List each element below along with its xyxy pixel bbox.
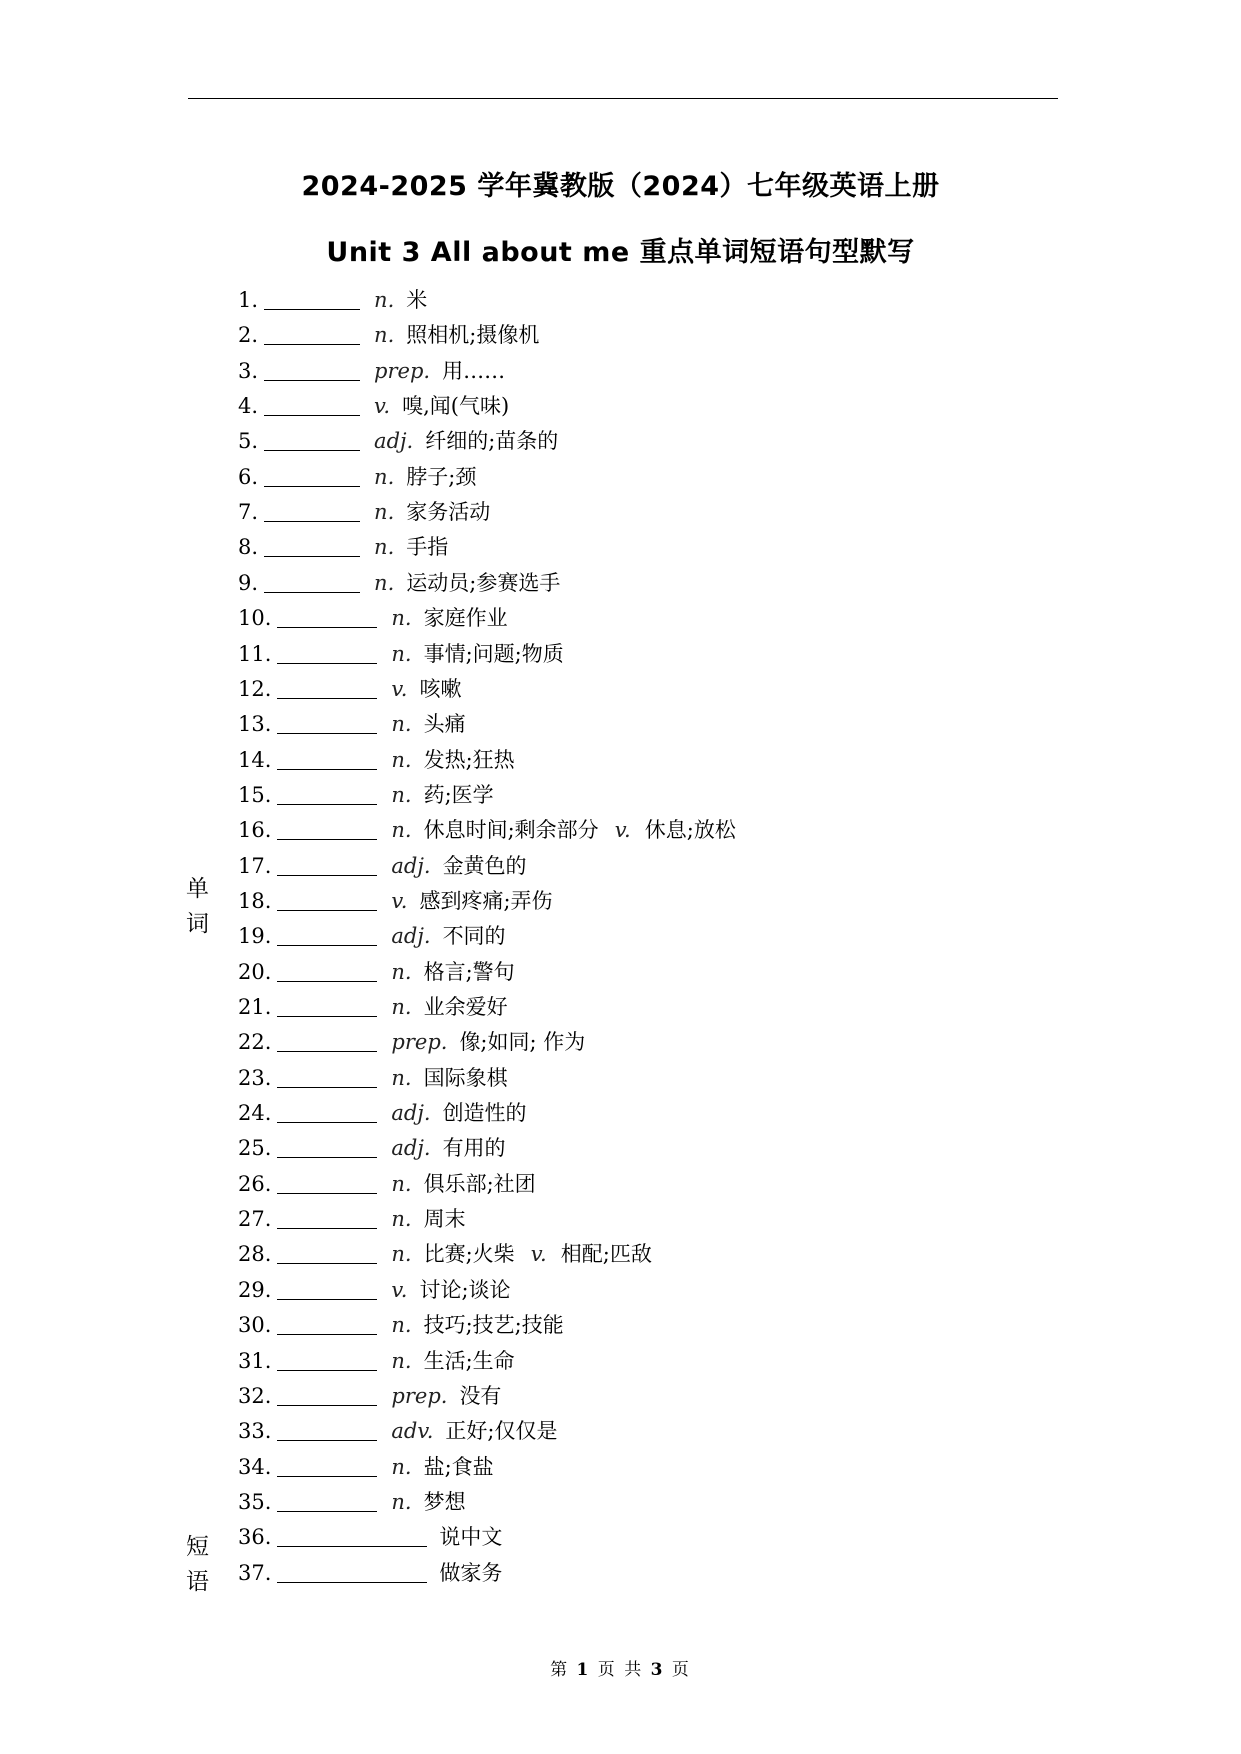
item-number: 20. bbox=[238, 959, 272, 984]
item-meaning: 头痛 bbox=[423, 712, 466, 737]
exercise-item bbox=[238, 1273, 511, 1307]
answer-blank[interactable] bbox=[264, 283, 360, 310]
answer-blank[interactable] bbox=[264, 495, 360, 522]
section-label-words bbox=[186, 872, 216, 942]
item-number: 5. bbox=[238, 429, 259, 454]
part-of-speech: n. bbox=[391, 782, 412, 807]
answer-blank[interactable] bbox=[264, 424, 360, 451]
item-meaning: 周末 bbox=[423, 1207, 466, 1232]
part-of-speech: n. bbox=[391, 995, 412, 1019]
section-label-char: 语 bbox=[186, 1569, 209, 1595]
part-of-speech: v. bbox=[391, 888, 408, 913]
item-number: 22. bbox=[238, 1030, 272, 1055]
exercise-item bbox=[238, 283, 427, 317]
part-of-speech: n. bbox=[391, 1489, 412, 1514]
item-number: 24. bbox=[238, 1101, 272, 1126]
item-meaning: 俱乐部;社团 bbox=[423, 1171, 536, 1196]
item-meaning: 有用的 bbox=[442, 1136, 506, 1161]
exercise-item bbox=[238, 601, 508, 635]
footer-middle: 页 共 bbox=[597, 1660, 644, 1680]
item-number: 32. bbox=[238, 1383, 272, 1408]
exercise-item bbox=[238, 1202, 466, 1236]
item-number: 8. bbox=[238, 535, 259, 560]
answer-blank[interactable] bbox=[264, 566, 360, 593]
item-number: 28. bbox=[238, 1242, 272, 1267]
item-number: 9. bbox=[238, 570, 259, 595]
section-label-char: 词 bbox=[186, 911, 209, 937]
item-meaning: 讨论;谈论 bbox=[419, 1277, 511, 1302]
item-number: 12. bbox=[238, 676, 272, 701]
item-number: 23. bbox=[238, 1065, 272, 1090]
part-of-speech: v. bbox=[391, 676, 408, 701]
answer-blank[interactable] bbox=[277, 1131, 377, 1158]
answer-blank[interactable] bbox=[264, 389, 360, 416]
answer-blank[interactable] bbox=[277, 672, 377, 699]
page-title: 2024-2025 学年冀教版（2024）七年级英语上册 bbox=[301, 171, 940, 202]
item-meaning: 药;医学 bbox=[423, 782, 494, 807]
part-of-speech: n. bbox=[374, 464, 395, 489]
part-of-speech-secondary: v. bbox=[530, 1242, 547, 1267]
part-of-speech: n. bbox=[391, 1065, 412, 1090]
part-of-speech: adv. bbox=[391, 1419, 434, 1444]
exercise-item bbox=[238, 495, 490, 529]
part-of-speech: prep. bbox=[391, 1383, 448, 1408]
part-of-speech: n. bbox=[391, 747, 412, 772]
exercise-item bbox=[238, 1556, 502, 1590]
exercise-item bbox=[238, 1167, 536, 1201]
part-of-speech: n. bbox=[391, 1207, 412, 1232]
item-meaning: 家务活动 bbox=[406, 500, 491, 525]
item-meaning: 用…… bbox=[442, 358, 506, 383]
part-of-speech: n. bbox=[374, 288, 395, 312]
answer-blank[interactable] bbox=[277, 707, 377, 734]
item-meaning: 生活;生命 bbox=[423, 1348, 515, 1373]
item-number: 18. bbox=[238, 888, 272, 913]
item-meaning: 格言;警句 bbox=[423, 959, 515, 984]
exercise-item bbox=[238, 1025, 585, 1059]
item-meaning: 不同的 bbox=[442, 924, 506, 949]
exercise-item bbox=[238, 884, 553, 918]
item-meaning: 国际象棋 bbox=[423, 1065, 508, 1090]
item-number: 14. bbox=[238, 747, 272, 772]
part-of-speech: n. bbox=[391, 818, 412, 843]
page-footer bbox=[0, 1655, 1241, 1680]
exercise-item bbox=[238, 637, 564, 671]
exercise-item bbox=[238, 813, 736, 847]
item-meaning: 脖子;颈 bbox=[406, 464, 477, 489]
item-number: 17. bbox=[238, 853, 272, 878]
part-of-speech: n. bbox=[391, 1454, 412, 1479]
part-of-speech: adj. bbox=[391, 853, 431, 878]
answer-blank[interactable] bbox=[264, 354, 360, 381]
answer-blank[interactable] bbox=[277, 1414, 377, 1441]
answer-blank[interactable] bbox=[277, 1167, 377, 1194]
exercise-item bbox=[238, 1308, 564, 1342]
part-of-speech: adj. bbox=[391, 924, 431, 949]
section-label-char: 短 bbox=[186, 1534, 209, 1560]
item-number: 27. bbox=[238, 1207, 272, 1232]
exercise-item bbox=[238, 672, 461, 706]
part-of-speech: n. bbox=[391, 641, 412, 666]
footer-prefix: 第 bbox=[550, 1660, 570, 1680]
answer-blank[interactable] bbox=[277, 1308, 377, 1335]
answer-blank[interactable] bbox=[277, 1061, 377, 1088]
item-meaning: 技巧;技艺;技能 bbox=[423, 1313, 564, 1338]
header-rule bbox=[188, 98, 1058, 99]
part-of-speech: prep. bbox=[374, 358, 431, 383]
answer-blank[interactable] bbox=[277, 884, 377, 911]
item-meaning-secondary: 休息;放松 bbox=[644, 818, 736, 843]
item-meaning: 感到疼痛;弄伤 bbox=[419, 888, 553, 913]
exercise-item bbox=[238, 1237, 652, 1271]
exercise-item bbox=[238, 1414, 558, 1448]
exercise-item bbox=[238, 1061, 508, 1095]
item-number: 3. bbox=[238, 358, 259, 383]
item-meaning: 休息时间;剩余部分 bbox=[423, 818, 599, 843]
item-meaning: 金黄色的 bbox=[442, 853, 527, 878]
item-number: 15. bbox=[238, 782, 272, 807]
item-meaning: 创造性的 bbox=[442, 1101, 527, 1126]
answer-blank[interactable] bbox=[277, 1379, 377, 1406]
part-of-speech: n. bbox=[391, 606, 412, 631]
item-number: 2. bbox=[238, 323, 259, 348]
exercise-item bbox=[238, 990, 508, 1024]
exercise-item bbox=[238, 707, 466, 741]
answer-blank[interactable] bbox=[277, 1485, 377, 1512]
exercise-item bbox=[238, 389, 509, 423]
part-of-speech: n. bbox=[391, 1313, 412, 1338]
item-meaning: 正好;仅仅是 bbox=[445, 1419, 558, 1444]
answer-blank[interactable] bbox=[277, 1025, 377, 1052]
answer-blank[interactable] bbox=[277, 1202, 377, 1229]
answer-blank[interactable] bbox=[264, 460, 360, 487]
answer-blank[interactable] bbox=[277, 1556, 427, 1583]
item-meaning: 照相机;摄像机 bbox=[406, 323, 540, 348]
part-of-speech: n. bbox=[374, 323, 395, 348]
part-of-speech: prep. bbox=[391, 1030, 448, 1055]
item-meaning: 嗅,闻(气味) bbox=[402, 394, 510, 419]
answer-blank[interactable] bbox=[277, 990, 377, 1017]
answer-blank[interactable] bbox=[277, 601, 377, 628]
item-meaning: 纤细的;苗条的 bbox=[425, 429, 559, 454]
exercise-item bbox=[238, 566, 560, 600]
item-meaning: 咳嗽 bbox=[419, 676, 462, 701]
item-number: 31. bbox=[238, 1348, 272, 1373]
part-of-speech: n. bbox=[374, 500, 395, 525]
answer-blank[interactable] bbox=[277, 637, 377, 664]
item-number: 21. bbox=[238, 995, 272, 1019]
page-subtitle: Unit 3 All about me 重点单词短语句型默写 bbox=[326, 237, 915, 268]
exercise-item bbox=[238, 530, 448, 564]
item-meaning: 运动员;参赛选手 bbox=[406, 570, 561, 595]
section-label-char: 单 bbox=[186, 876, 209, 902]
answer-blank[interactable] bbox=[264, 530, 360, 557]
item-number: 19. bbox=[238, 924, 272, 949]
exercise-item bbox=[238, 1520, 502, 1554]
item-number: 16. bbox=[238, 818, 272, 843]
answer-blank[interactable] bbox=[277, 1450, 377, 1477]
item-meaning: 米 bbox=[406, 288, 428, 312]
answer-blank[interactable] bbox=[277, 849, 377, 876]
part-of-speech: adj. bbox=[391, 1101, 431, 1126]
exercise-item bbox=[238, 1379, 501, 1413]
item-number: 7. bbox=[238, 500, 259, 525]
item-number: 1. bbox=[238, 288, 259, 312]
item-meaning: 做家务 bbox=[439, 1560, 503, 1585]
exercise-item bbox=[238, 354, 505, 388]
part-of-speech: n. bbox=[391, 1348, 412, 1373]
part-of-speech: n. bbox=[374, 570, 395, 595]
item-number: 11. bbox=[238, 641, 272, 666]
item-meaning: 没有 bbox=[459, 1383, 502, 1408]
answer-blank[interactable] bbox=[277, 1237, 377, 1264]
footer-page-number: 1 bbox=[576, 1660, 591, 1680]
answer-blank[interactable] bbox=[277, 1520, 427, 1547]
item-number: 25. bbox=[238, 1136, 272, 1161]
item-number: 34. bbox=[238, 1454, 272, 1479]
footer-total-pages: 3 bbox=[650, 1660, 665, 1680]
exercise-item bbox=[238, 919, 506, 953]
item-meaning-secondary: 相配;匹敌 bbox=[560, 1242, 652, 1267]
exercise-item bbox=[238, 778, 494, 812]
item-number: 10. bbox=[238, 606, 272, 631]
item-meaning: 手指 bbox=[406, 535, 449, 560]
item-number: 13. bbox=[238, 712, 272, 737]
exercise-item bbox=[238, 460, 476, 494]
item-number: 36. bbox=[238, 1525, 272, 1550]
item-number: 35. bbox=[238, 1489, 272, 1514]
item-meaning: 比赛;火柴 bbox=[423, 1242, 515, 1267]
exercise-item bbox=[238, 1485, 466, 1519]
exercise-item bbox=[238, 318, 539, 352]
item-meaning: 业余爱好 bbox=[423, 995, 508, 1019]
item-number: 4. bbox=[238, 394, 259, 419]
part-of-speech-secondary: v. bbox=[614, 818, 631, 843]
answer-blank[interactable] bbox=[277, 743, 377, 770]
item-number: 29. bbox=[238, 1277, 272, 1302]
item-meaning: 像;如同; 作为 bbox=[459, 1030, 586, 1055]
part-of-speech: n. bbox=[374, 535, 395, 560]
exercise-item bbox=[238, 849, 527, 883]
footer-suffix: 页 bbox=[671, 1660, 691, 1680]
exercise-item bbox=[238, 1450, 494, 1484]
exercise-item bbox=[238, 955, 515, 989]
section-label-phrases bbox=[186, 1530, 216, 1600]
item-meaning: 发热;狂热 bbox=[423, 747, 515, 772]
part-of-speech: n. bbox=[391, 712, 412, 737]
item-meaning: 梦想 bbox=[423, 1489, 466, 1514]
part-of-speech: n. bbox=[391, 1242, 412, 1267]
answer-blank[interactable] bbox=[277, 813, 377, 840]
item-number: 33. bbox=[238, 1419, 272, 1444]
exercise-item bbox=[238, 1131, 506, 1165]
exercise-item bbox=[238, 1096, 527, 1130]
answer-blank[interactable] bbox=[277, 919, 377, 946]
exercise-item bbox=[238, 424, 558, 458]
answer-blank[interactable] bbox=[264, 318, 360, 345]
item-meaning: 说中文 bbox=[439, 1525, 503, 1550]
item-number: 30. bbox=[238, 1313, 272, 1338]
item-meaning: 事情;问题;物质 bbox=[423, 641, 564, 666]
item-meaning: 家庭作业 bbox=[423, 606, 508, 631]
part-of-speech: v. bbox=[391, 1277, 408, 1302]
answer-blank[interactable] bbox=[277, 778, 377, 805]
item-number: 26. bbox=[238, 1171, 272, 1196]
item-number: 37. bbox=[238, 1560, 272, 1585]
item-number: 6. bbox=[238, 464, 259, 489]
answer-blank[interactable] bbox=[277, 1344, 377, 1371]
item-meaning: 盐;食盐 bbox=[423, 1454, 494, 1479]
part-of-speech: adj. bbox=[391, 1136, 431, 1161]
answer-blank[interactable] bbox=[277, 1273, 377, 1300]
part-of-speech: adj. bbox=[374, 429, 414, 454]
answer-blank[interactable] bbox=[277, 955, 377, 982]
part-of-speech: v. bbox=[374, 394, 391, 419]
part-of-speech: n. bbox=[391, 959, 412, 984]
answer-blank[interactable] bbox=[277, 1096, 377, 1123]
exercise-item bbox=[238, 743, 515, 777]
exercise-item bbox=[238, 1344, 515, 1378]
part-of-speech: n. bbox=[391, 1171, 412, 1196]
